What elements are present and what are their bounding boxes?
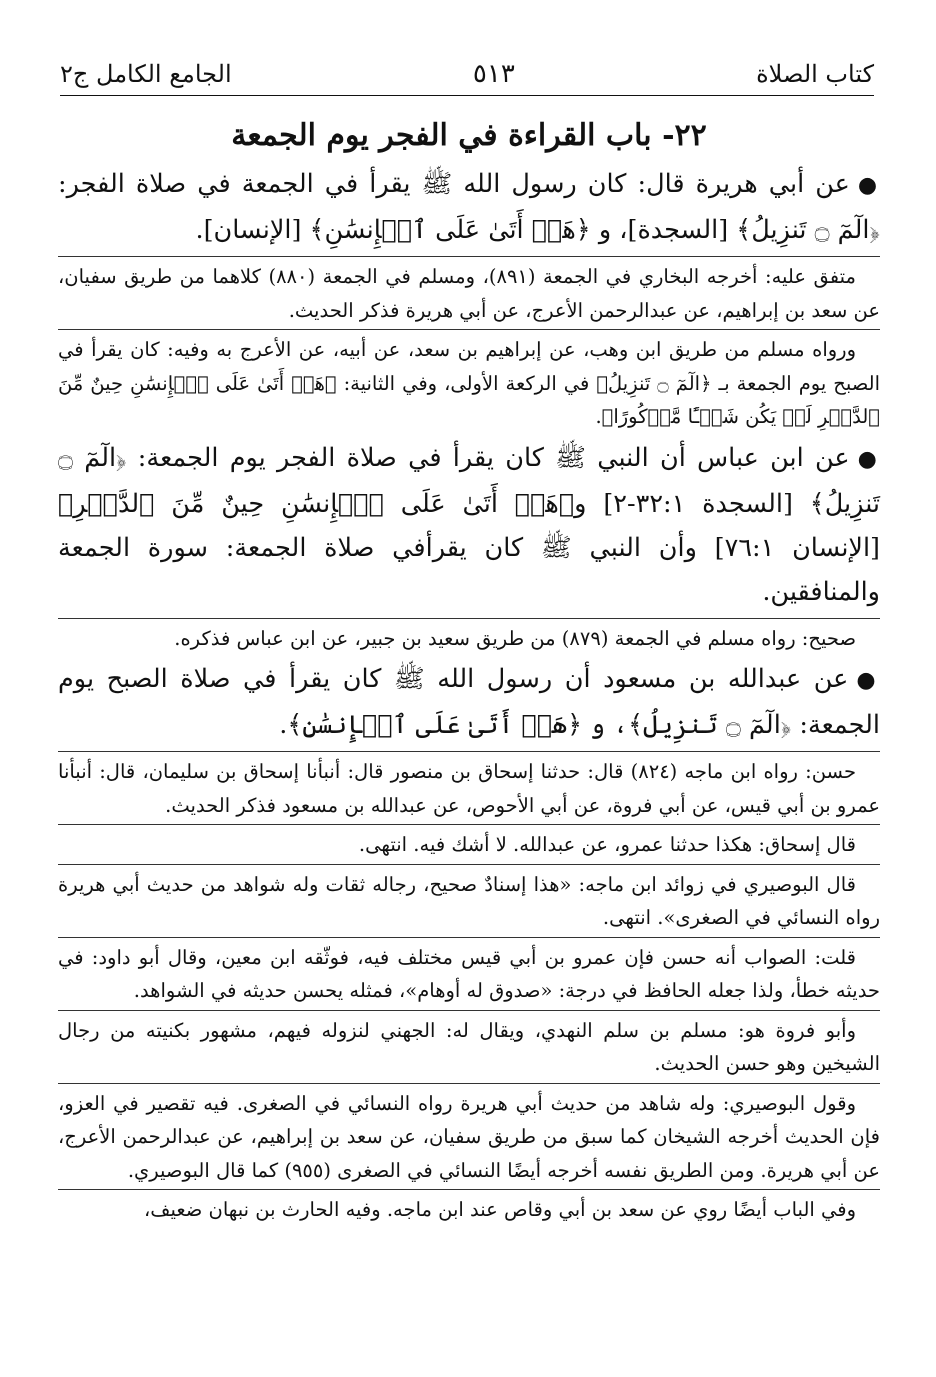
takhrij-note: متفق عليه: أخرجه البخاري في الجمعة (٨٩١)، ومسلم في الجمعة (٨٨٠) كلاهما من طريق سفيان، عن سعد بن إبراهيم، عن عبدالرحمن الأعرج، عن أبي هريرة فذكر الحديث. xyxy=(58,256,880,327)
page-body xyxy=(58,116,880,1229)
bullet-icon: ● xyxy=(857,446,881,472)
hadith-ibn-masud: ●عن عبدالله بن مسعود أن رسول الله ﷺ كان يقرأ في صلاة الصبح يوم الجمعة: ﴿الٓمٓ ۝ تَنزِيلُ﴾، و ﴿هَلۡ أَتَىٰ عَلَى ٱلۡإِنسَٰنِ﴾. xyxy=(58,664,880,740)
takhrij-note: وفي الباب أيضًا روي عن سعد بن أبي وقاص عند ابن ماجه. وفيه الحارث بن نبهان ضعيف، xyxy=(58,1189,880,1227)
takhrij-note: ورواه مسلم من طريق ابن وهب، عن إبراهيم بن سعد، عن أبيه، عن الأعرج به وفيه: كان يقرأ في الصبح يوم الجمعة بـ ﴿الٓمٓ ۝ تَنزِيلُ﴾ في الركعة الأولى، وفي الثانية: ﴿هَلۡ أَتَىٰ عَلَى ٱلۡإِنسَٰنِ حِينٌ مِّنَ ٱلدَّهۡرِ لَمۡ يَكُن شَيۡـًٔا مَّذۡكُورًا﴾. xyxy=(58,329,880,434)
takhrij-note: قال البوصيري في زوائد ابن ماجه: «هذا إسنادٌ صحيح، رجاله ثقات وله شواهد من حديث أبي هريرة رواه النسائي في الصغرى». انتهى. xyxy=(58,864,880,935)
bullet-icon: ● xyxy=(857,173,880,198)
takhrij-note: صحيح: رواه مسلم في الجمعة (٨٧٩) من طريق سعيد بن جبير، عن ابن عباس فذكره. xyxy=(58,618,880,656)
header-volume-title: الجامع الكامل ج٢ xyxy=(60,59,232,88)
takhrij-note: وقول البوصيري: وله شاهد من حديث أبي هريرة رواه النسائي في الصغرى. فيه تقصير في العزو، فإن الحديث أخرجه الشيخان كما سبق من طريق سفيان، عن سعد بن إبراهيم، عن عبدالرحمن الأعرج، عن أبي هريرة. ومن الطريق نفسه أخرجه أيضًا النسائي في الصغرى (٩٥٥) كما قال البوصيري. xyxy=(58,1083,880,1188)
chapter-title: ٢٢- باب القراءة في الفجر يوم الجمعة xyxy=(231,118,707,153)
bullet-icon: ● xyxy=(856,668,880,693)
takhrij-note: وأبو فروة هو: مسلم بن سلم النهدي، ويقال له: الجهني لنزوله فيهم، مشهور بكنيته من رجال الشيخين وهو حسن الحديث. xyxy=(58,1010,880,1081)
running-header xyxy=(60,52,874,96)
takhrij-note: قلت: الصواب أنه حسن فإن عمرو بن أبي قيس مختلف فيه، فوثّقه ابن معين، وقال أبو داود: في حديثه خطأ، ولذا جعله الحافظ في درجة: «صدوق له أوهام»، فمثله يحسن حديثه في الشواهد. xyxy=(58,937,880,1008)
takhrij-note: قال إسحاق: هكذا حدثنا عمرو، عن عبدالله. لا أشك فيه. انتهى. xyxy=(58,824,880,862)
hadith-ibn-abbas: ●عن ابن عباس أن النبي ﷺ كان يقرأ في صلاة الفجر يوم الجمعة: ﴿الٓمٓ ۝ تَنزِيلُ﴾ [السجدة ٣٢:١-٢] و﴿هَلۡ أَتَىٰ عَلَى ٱلۡإِنسَٰنِ حِينٌ مِّنَ ٱلدَّهۡرِ﴾ [الإنسان ٧٦:١] وأن النبي ﷺ كان يقرأفي صلاة الجمعة: سورة الجمعة والمنافقين. xyxy=(58,442,881,607)
hadith-abu-hurayra: ●عن أبي هريرة قال: كان رسول الله ﷺ يقرأ في الجمعة في صلاة الفجر: ﴿الٓمٓ ۝ تَنزِيلُ﴾ [السجدة]، و ﴿هَلۡ أَتَىٰ عَلَى ٱلۡإِنسَٰنِ﴾ [الإنسان]. xyxy=(58,169,880,245)
header-book-title: كتاب الصلاة xyxy=(756,59,874,88)
takhrij-note: حسن: رواه ابن ماجه (٨٢٤) قال: حدثنا إسحاق بن منصور قال: أنبأنا إسحاق بن سليمان، قال: أنبأنا عمرو بن أبي قيس، عن أبي فروة، عن أبي الأحوص، عن عبدالله بن مسعود فذكر الحديث. xyxy=(58,751,880,822)
page-number: ٥١٣ xyxy=(472,58,515,89)
